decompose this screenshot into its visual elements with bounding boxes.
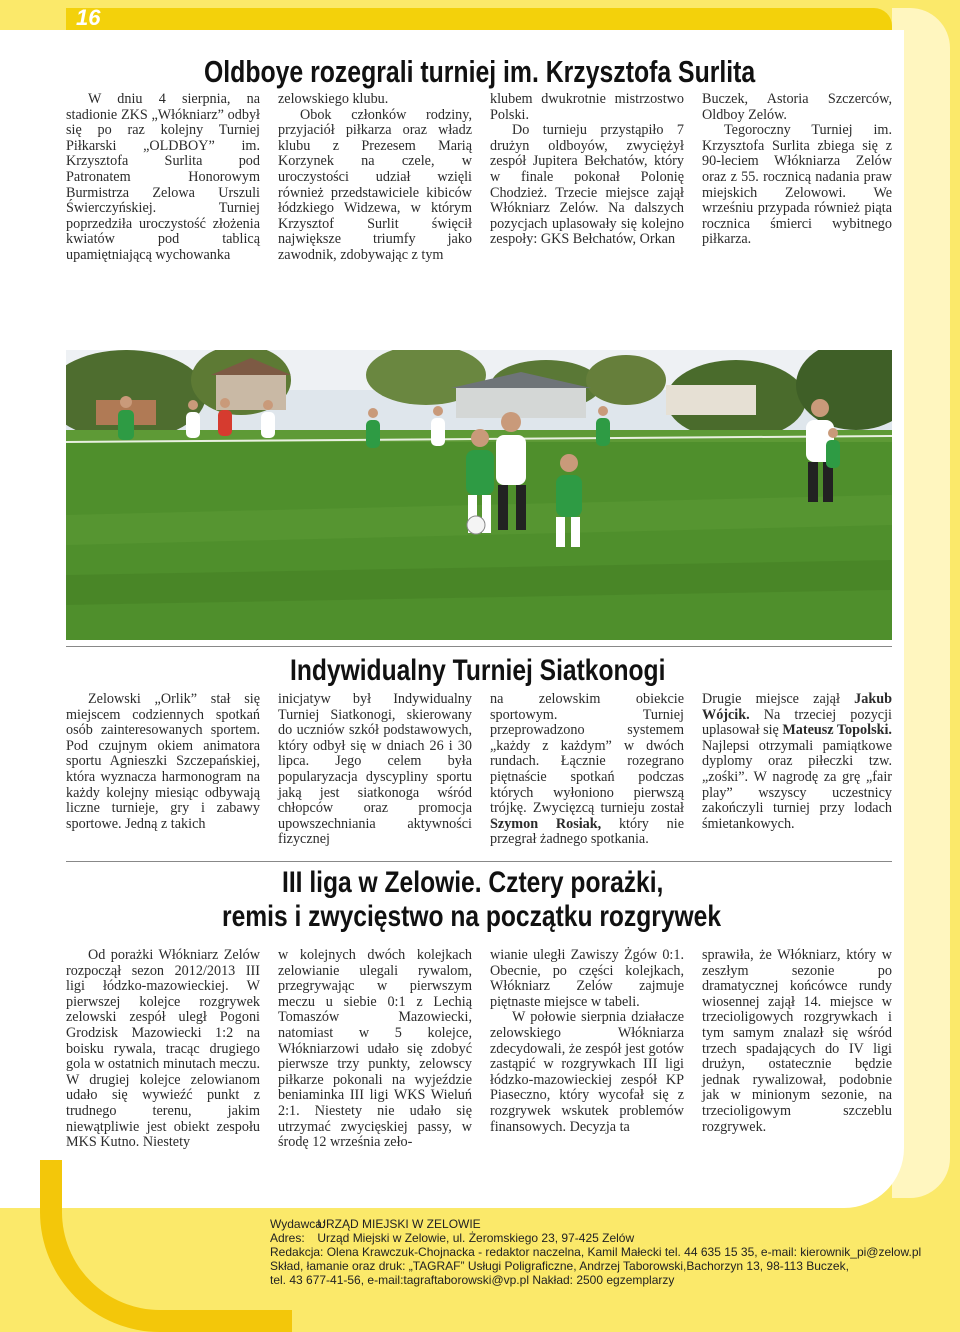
divider-line-2 — [66, 861, 892, 862]
imprint-contact: tel. 43 677-41-56, e-mail:tagraftaborowski@vp.pl Nakład: 2500 egzemplarzy — [270, 1273, 675, 1287]
photo-illustration — [66, 350, 892, 640]
decorative-curve — [40, 1160, 292, 1332]
article1-col2 — [278, 92, 472, 264]
article-title-3liga-line1: III liga w Zelowie. Cztery porażki, — [282, 866, 664, 899]
article3-col3-text: wianie uległi Zawiszy Żgów 0:1. Obecnie, po części kolejkach, Włókniarz Zelów zajmuje piętnaste miejsce w tabeli. — [490, 947, 684, 1010]
article2-col3-main: na zelowskim obiekcie sportowym. Turniej przeprowadzono systemem „każdy z każdym” w dwóch rundach. Łącznie rozegrano piętnaście spotkań podczas których wyłoniono pierwszą trójkę. Zwycięzcą turnieju został — [490, 691, 684, 817]
imprint-publisher — [270, 1217, 921, 1231]
third-place-name: Mateusz Topolski. — [782, 722, 892, 739]
article2-col4-a: Drugie miejsce zajął — [702, 691, 855, 707]
article1-col2-text: zelowskiego klubu. — [278, 91, 389, 107]
article1-col1 — [66, 92, 260, 264]
article2-col3-end: który nie przegrał żadnego spotkania. — [490, 815, 684, 848]
article1-col2b-text: Obok członków rodziny, przyjaciół piłkarza oraz władz klubu z Prezesem Marią Korzynek na czele, w uroczystości udział wzięli również przedstawiciele kibiców łódzkiego Widzewa, w którym Krzysztof Surlit święcił największe triumfy jako zawodnik, zdobywając z tym — [278, 106, 472, 263]
address-value: Urząd Miejski w Zelowie, ul. Żeromskiego 23, 97-425 Zelów — [317, 1231, 635, 1245]
page-header-bar — [66, 5, 892, 30]
article2-col4 — [702, 692, 892, 832]
article3-col1-text: Od porażki Włókniarz Zelów rozpoczął sezon 2012/2013 III ligi łódzko-mazowieckiej. W pierwszej kolejce rozgrywek zelowski zespół uległ Pogoni Grodzisk Mazowiecki 1:2 na boisku rywala, tracąc drugiego gola w ostatnich minutach meczu. W drugiej kolejce zelowianom udało się wywieźć punkt z trudnego terenu, jakim niewątpliwie jest obiekt zespołu MKS Kutno. Niestety — [66, 947, 260, 1151]
article3-col2-text: w kolejnych dwóch kolejkach zelowianie ulegali rywalom, przegrywając w pierwszym meczu u siebie 0:1 z Lechią Tomaszów Mazowiecki, natomiast w 5 kolejce, Włókniarzowi udało się zdobyć pierwsze trzy punkty, zelowscy piłkarze pokonali na wyjeździe beniaminka III ligi WKS Wieluń 2:1. Niestety nie udało się utrzymać zwycięskiej passy, w środę 12 września zeło- — [278, 947, 472, 1151]
article1-col3-text: klubem dwukrotnie mistrzostwo Polski. — [490, 91, 684, 123]
football-match-photo — [66, 350, 892, 640]
address-label: Adres: — [270, 1231, 305, 1245]
article3-col3 — [490, 948, 684, 1135]
article2-col4-c: Najlepsi otrzymali pamiątkowe dyplomy oraz piłeczki tzw. „zośki”. W nagrodę za grę „fair play” wszyscy uczestnicy zakończyli turniej przy lodach śmietankowych. — [702, 737, 892, 832]
page-number: 16 — [76, 5, 101, 30]
article1-col1-text: W dniu 4 sierpnia, na stadionie ZKS „Włókniarz” odbył się po raz kolejny Turniej Piłkarski „OLDBOY” im. Krzysztofa Surlita pod Patronatem Honorowym Burmistrza Zelowa Urszuli Świerczyńskiej. Turniej poprzedziła uroczystość złożenia kwiatów pod tablicą upamiętniającą wychowanka — [66, 91, 260, 263]
imprint — [270, 1217, 921, 1287]
article1-col3b-text: Do turnieju przystąpiło 7 drużyn oldboyów, zwyciężył zespół Jupitera Bełchatów, który w finale pokonał Polonię Chodzież. Trzecie miejsce zajął Włókniarz Zelów. Na dalszych pozycjach uplasowały się kolejno zespoły: GKS Bełchatów, Orkan — [490, 122, 684, 248]
article2-col4-b: Na trzeciej pozycji uplasował się — [702, 706, 892, 739]
article2-col4-text — [702, 692, 892, 832]
article3-col3b-text: W połowie sierpnia działacze zelowskiego Włókniarza zdecydowali, że zespół jest gotów zastąpić w rozgrywkach III ligi łódzko-mazowieckiej zespół KP Piaseczno, który wycofał się z rozgrywek wskutek problemów finansowych. Decyzja ta — [490, 1009, 684, 1135]
imprint-printing: Skład, łamanie oraz druk: „TAGRAF” Usługi Poligraficzne, Andrzej Taborowski,Bachorzyn 13, 98-113 Buczek, — [270, 1259, 849, 1273]
article1-col4 — [702, 92, 892, 248]
football-ball-icon — [467, 516, 485, 534]
article2-col2-text: inicjatyw był Indywidualny Turniej Siatkonogi, skierowany do uczniów szkół podstawowych, który odbył się w dniach 26 i 30 lipca. Jego celem była popularyzacja dyscypliny sportu jaką jest siatkonoga wśród chłopców oraz promocja upowszechniania aktywności fizycznej — [278, 691, 472, 848]
article2-col3-text — [490, 692, 684, 848]
winner-name: Szymon Rosiak, — [490, 815, 602, 832]
article2-col3 — [490, 692, 684, 848]
article1-col4b-text: Tegoroczny Turniej im. Krzysztofa Surlita zbiega się z 90-leciem Włókniarza Zelów oraz z 55. rocznicą nadania praw miejskich Zelowowi. We wrześniu przypada również piąta rocznica śmierci wybitnego piłkarza. — [702, 122, 892, 248]
article2-col1-text: Zelowski „Orlik” stał się miejscem codziennych spotkań osób zainteresowanych sportem. Pod czujnym okiem animatora sportu Agnieszki Szczepańskiej, która wyznacza harmonogram na każdy kolejny miesiąc odbywają liczne turnieje, gry i zabawy sportowe. Jedną z takich — [66, 691, 260, 832]
article-title-oldboye: Oldboye rozegrali turniej im. Krzysztofa Surlita — [204, 54, 756, 89]
imprint-address — [270, 1231, 921, 1245]
article3-col2 — [278, 948, 472, 1151]
article1-col3 — [490, 92, 684, 248]
article3-col4-text: sprawiła, że Włókniarz, który w zeszłym sezonie po dramatycznej końcówce rundy wiosennej zajął 14. miejsce w trzecioligowych rozgrywkach i tym samym znalazł się wśród trzech spadających do IV ligi drużyn, ostatecznie będzie jednak rywalizował, podobnie jak w minionym sezonie, na trzecioligowym szczeblu rozgrywek. — [702, 947, 892, 1135]
second-place-name: Jakub Wójcik. — [702, 691, 892, 723]
article3-col4 — [702, 948, 892, 1135]
article3-col1 — [66, 948, 260, 1151]
publisher-label: Wydawca: — [270, 1217, 326, 1231]
publisher-value: URZĄD MIEJSKI W ZELOWIE — [317, 1217, 481, 1231]
article-title-3liga-line2: remis i zwycięstwo na początku rozgrywek — [222, 900, 722, 933]
divider-line — [66, 646, 892, 647]
article2-col1 — [66, 692, 260, 832]
article2-col2 — [278, 692, 472, 848]
article-title-siatkonoga: Indywidualny Turniej Siatkonogi — [290, 654, 666, 687]
imprint-editors: Redakcja: Olena Krawczuk-Chojnacka - redaktor naczelna, Kamil Małecki tel. 44 635 15 35, e-mail: kierownik_pi@zelow.pl — [270, 1245, 922, 1259]
article1-col4-text: Buczek, Astoria Szczerców, Oldboy Zelów. — [702, 91, 892, 123]
